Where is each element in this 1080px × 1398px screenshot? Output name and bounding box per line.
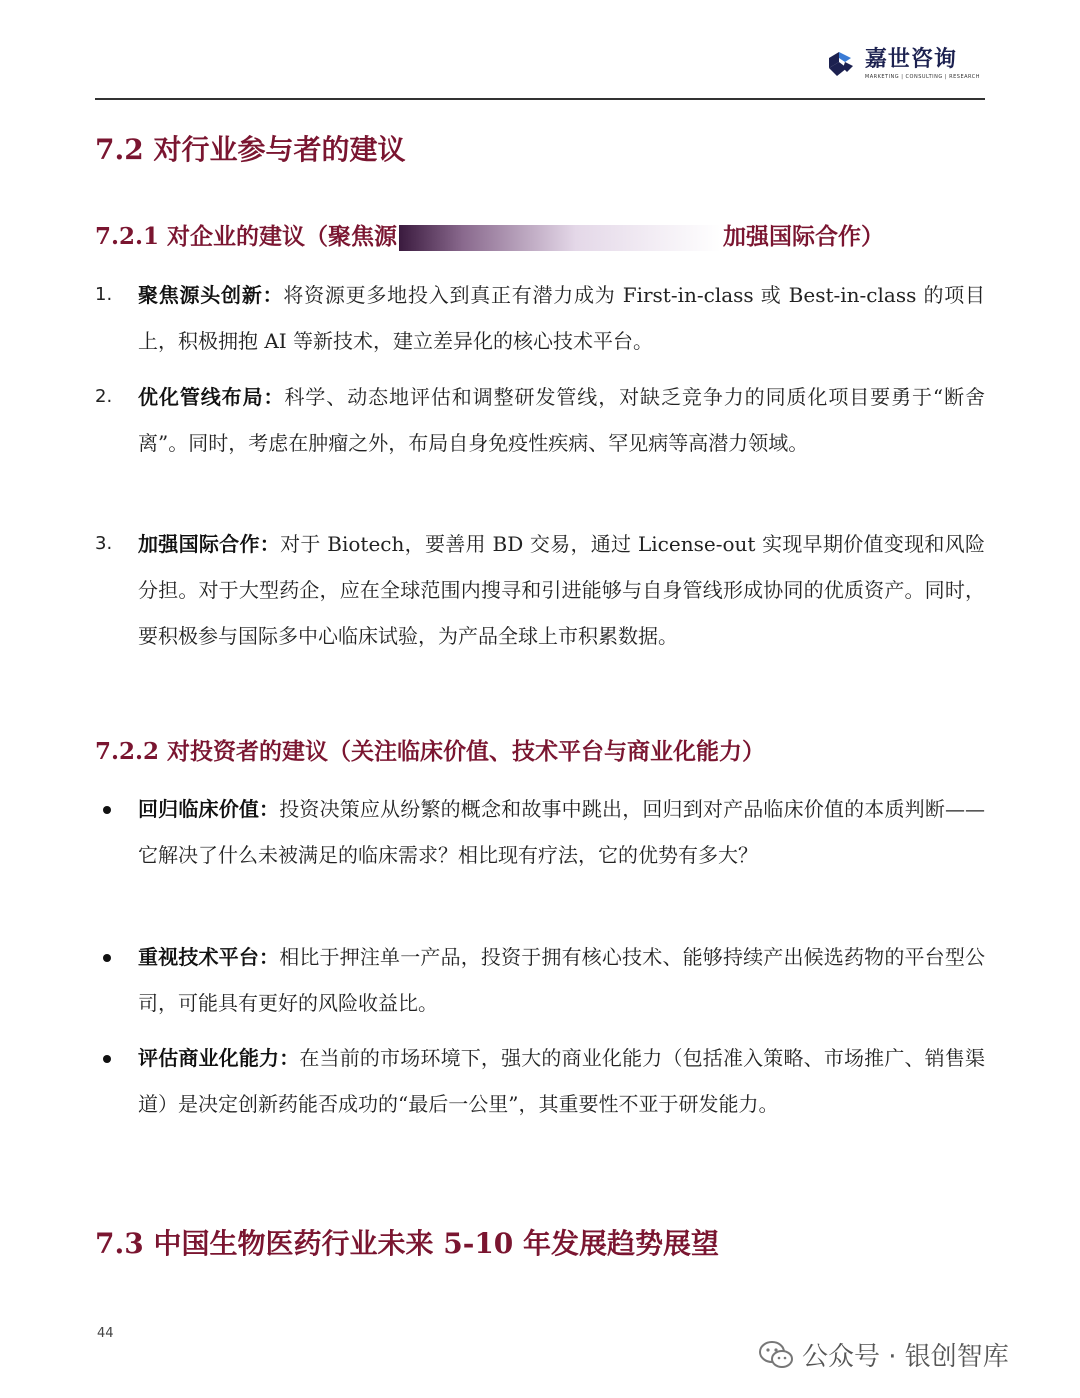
item-lead: 优化管线布局： — [138, 385, 285, 409]
item-lead: 回归临床价值： — [138, 797, 280, 821]
section-7-2-2-title: 7.2.2 对投资者的建议（关注临床价值、技术平台与商业化能力） — [95, 738, 766, 765]
section-7-2-1-title-end: 加强国际合作） — [723, 223, 885, 250]
item-text: 在当前的市场环境下，强大的商业化能力（包括准入策略、市场推广、销售渠道）是决定创新药能否成功的“最后一公里”，其重要性不亚于研发能力。 — [138, 1046, 986, 1116]
section-7-2-title: 7.2 对行业参与者的建议 — [95, 133, 406, 166]
item-lead: 重视技术平台： — [138, 945, 280, 969]
bullet-icon — [103, 1055, 111, 1063]
list-item — [95, 786, 985, 878]
item-lead: 评估商业化能力： — [138, 1046, 300, 1070]
section-7-2-1-title-start: 7.2.1 对企业的建议（聚焦源 — [95, 223, 398, 250]
redacted-text-block — [399, 225, 721, 251]
list-number: 2. — [95, 386, 113, 407]
list-item — [95, 521, 985, 659]
bullet-icon — [103, 806, 111, 814]
logo-tagline: MARKETING | CONSULTING | RESEARCH — [864, 74, 980, 80]
list-item — [95, 272, 985, 364]
section-7-3-title: 7.3 中国生物医药行业未来 5-10 年发展趋势展望 — [95, 1227, 720, 1260]
item-text: 将资源更多地投入到真正有潜力成为 First-in-class 或 Best-in-class 的项目上，积极拥抱 AI 等新技术，建立差异化的核心技术平台。 — [138, 283, 986, 353]
wechat-icon — [758, 1340, 794, 1370]
section-7-2-1-title — [95, 218, 884, 251]
item-text: 科学、动态地评估和调整研发管线，对缺乏竞争力的同质化项目要勇于“断舍离”。同时，考虑在肿瘤之外，布局自身免疫性疾病、罕见病等高潜力领域。 — [138, 385, 985, 455]
item-lead: 聚焦源头创新： — [138, 283, 284, 307]
list-number: 3. — [95, 533, 113, 554]
item-text: 相比于押注单一产品，投资于拥有核心技术、能够持续产出候选药物的平台型公司，可能具有更好的风险收益比。 — [138, 945, 986, 1015]
list-item — [95, 1035, 985, 1127]
bullet-icon — [103, 954, 111, 962]
item-text: 投资决策应从纷繁的概念和故事中跳出，回归到对产品临床价值的本质判断——它解决了什么未被满足的临床需求？相比现有疗法，它的优势有多大？ — [138, 797, 986, 867]
watermark — [758, 1336, 1009, 1373]
list-number: 1. — [95, 284, 113, 305]
item-lead: 加强国际合作： — [138, 532, 281, 556]
item-text: 对于 Biotech，要善用 BD 交易，通过 License-out 实现早期价值变现和风险分担。对于大型药企，应在全球范围内搜寻和引进能够与自身管线形成协同的优质资产。同时，要积极参与国际多中心临床试验，为产品全球上市积累数据。 — [138, 532, 985, 648]
list-item — [95, 374, 985, 466]
logo — [825, 48, 980, 80]
jiashi-logo-icon — [825, 48, 857, 80]
list-item — [95, 934, 985, 1026]
page-header — [95, 40, 985, 100]
logo-name: 嘉世咨询 — [864, 47, 957, 72]
watermark-text: 公众号 · 银创智库 — [802, 1342, 1009, 1372]
page-number: 44 — [97, 1326, 114, 1341]
